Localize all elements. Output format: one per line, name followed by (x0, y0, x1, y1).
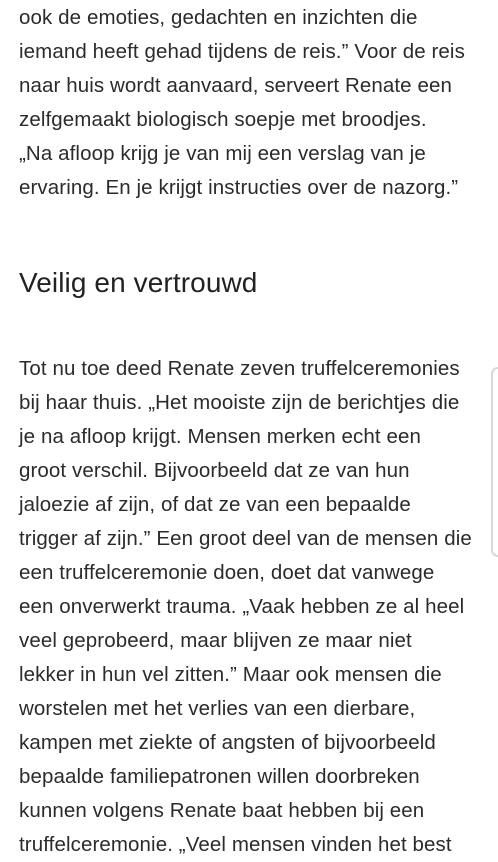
paragraph-intro (19, 0, 489, 205)
text-line: worstelen met het verlies van een dierbare, (19, 697, 416, 720)
text-line: een truffelceremonie doen, doet dat vanwege (19, 561, 435, 584)
text-line: trigger af zijn.” Een groot deel van de mensen die (19, 527, 472, 550)
text-line: ook de emoties, gedachten en inzichten die (19, 6, 418, 29)
text-line: bepaalde familiepatronen willen doorbreken (19, 765, 420, 788)
scroll-handle[interactable] (491, 367, 498, 557)
text-line: een onverwerkt trauma. „Vaak hebben ze al heel (19, 595, 465, 618)
text-line: kampen met ziekte of angsten of bijvoorbeeld (19, 731, 436, 754)
text-line: Tot nu toe deed Renate zeven truffelceremonies (19, 357, 460, 380)
text-line: truffelceremonie. „Veel mensen vinden het best (19, 833, 452, 856)
text-line: iemand heeft gehad tijdens de reis.” Voor de reis (19, 40, 465, 63)
text-line: zelfgemaakt biologisch soepje met broodjes. (19, 108, 427, 131)
text-line: lekker in hun vel zitten.” Maar ook mensen die (19, 663, 442, 686)
text-line: bij haar thuis. „Het mooiste zijn de berichtjes die (19, 391, 460, 414)
text-line: je na afloop krijgt. Mensen merken echt een (19, 425, 421, 448)
text-line: jaloezie af zijn, of dat ze van een bepaalde (19, 493, 411, 516)
text-line: naar huis wordt aanvaard, serveert Renate een (19, 74, 452, 97)
paragraph-body (19, 352, 489, 862)
text-line: ervaring. En je krijgt instructies over de nazorg.” (19, 176, 459, 199)
text-line: veel geprobeerd, maar blijven ze maar niet (19, 629, 412, 652)
text-line: groot verschil. Bijvoorbeeld dat ze van hun (19, 459, 410, 482)
text-line: kunnen volgens Renate baat hebben bij een (19, 799, 425, 822)
article-body (19, 0, 489, 862)
section-heading: Veilig en vertrouwd (19, 267, 258, 298)
text-line: „Na afloop krijg je van mij een verslag van je (19, 142, 426, 165)
